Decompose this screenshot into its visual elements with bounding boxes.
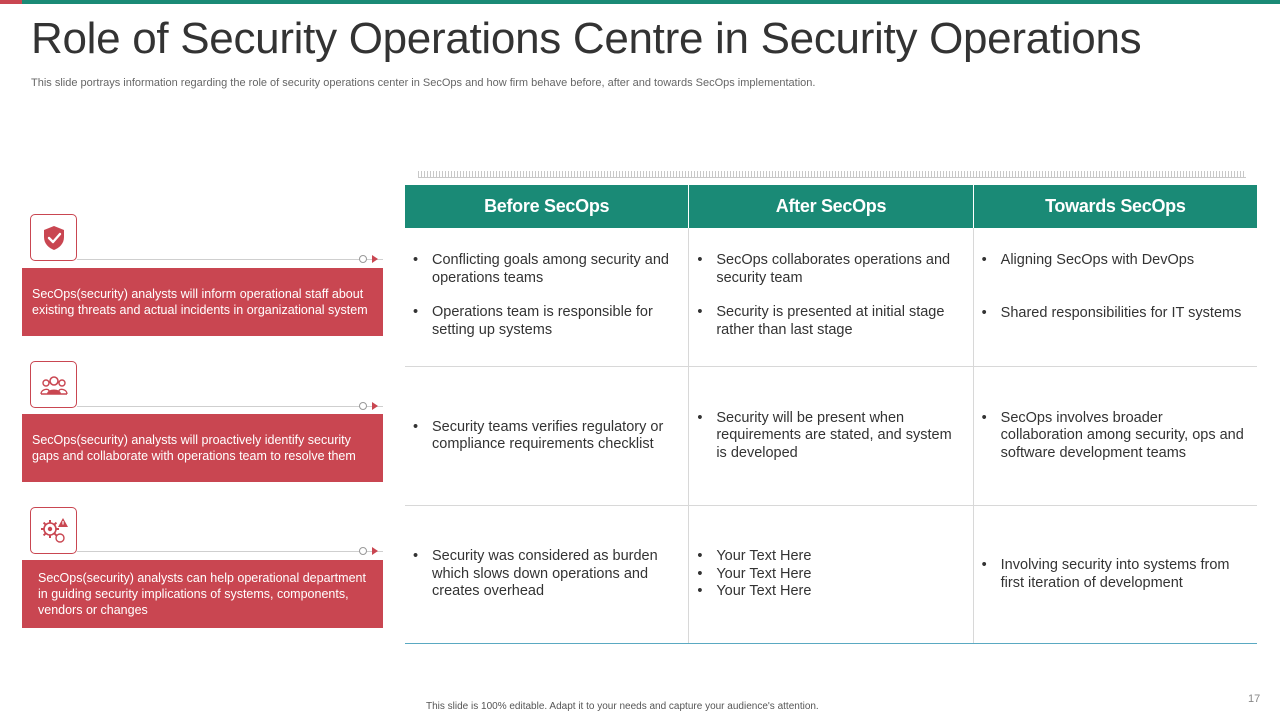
- table-header: [405, 185, 1257, 228]
- bullet-item: • SecOps collaborates operations and security team: [697, 252, 960, 287]
- table-cell: [974, 367, 1257, 505]
- bullet-item: • Your Text Here: [697, 566, 960, 584]
- header-before-secops: Before SecOps: [405, 185, 689, 228]
- connector-arrow-icon: [372, 402, 378, 410]
- decorative-ruler-line: [418, 177, 1246, 178]
- bullet-item: • Conflicting goals among security and operations teams: [413, 252, 676, 287]
- page-title: Role of Security Operations Centre in Security Operations: [31, 14, 1142, 63]
- footer-note: This slide is 100% editable. Adapt it to your needs and capture your audience's attention.: [426, 701, 819, 712]
- top-accent-bar: [0, 0, 1280, 4]
- connector-arrow-icon: [372, 255, 378, 263]
- table-cell: [689, 228, 973, 366]
- bullet-item: • Security will be present when requirements are stated, and system is developed: [697, 410, 960, 463]
- gear-alert-icon: [30, 507, 77, 554]
- table-cell: [689, 506, 973, 643]
- connector-line: [77, 259, 383, 260]
- table-cell: [974, 506, 1257, 643]
- header-after-secops: After SecOps: [689, 185, 973, 228]
- role-item-text: SecOps(security) analysts will inform operational staff about existing threats and actual incidents in organizational system: [22, 268, 383, 336]
- table-cell: [974, 228, 1257, 366]
- bullet-item: • Your Text Here: [697, 583, 960, 601]
- bullet-item: • Shared responsibilities for IT systems: [982, 305, 1245, 323]
- bullet-item: • Security is presented at initial stage rather than last stage: [697, 304, 960, 339]
- table-cell: [405, 367, 689, 505]
- role-item-text: SecOps(security) analysts will proactively identify security gaps and collaborate with operations team to resolve them: [22, 414, 383, 482]
- table-cell: [405, 506, 689, 643]
- connector-line: [77, 406, 383, 407]
- table-cell: [405, 228, 689, 366]
- bullet-item: • SecOps involves broader collaboration among security, ops and software development teams: [982, 410, 1245, 463]
- bullet-item: • Involving security into systems from first iteration of development: [982, 557, 1245, 592]
- team-icon: [30, 361, 77, 408]
- connector-dot: [359, 255, 367, 263]
- bullet-item: • Operations team is responsible for setting up systems: [413, 304, 676, 339]
- connector-dot: [359, 547, 367, 555]
- header-towards-secops: Towards SecOps: [1045, 196, 1186, 216]
- secops-comparison-table: [405, 185, 1257, 644]
- role-item-text: SecOps(security) analysts can help operational department in guiding security implications of systems, components, vendors or changes: [22, 560, 383, 628]
- bullet-item: • Security was considered as burden which slows down operations and creates overhead: [413, 548, 676, 601]
- page-number: 17: [1248, 693, 1261, 705]
- connector-arrow-icon: [372, 547, 378, 555]
- table-row: [405, 506, 1257, 644]
- page-subtitle: This slide portrays information regarding the role of security operations center in SecOps and how firm behave before, after and towards SecOps implementation.: [31, 77, 816, 89]
- table-row: [405, 367, 1257, 506]
- table-row: [405, 228, 1257, 367]
- bullet-item: • Security teams verifies regulatory or compliance requirements checklist: [413, 419, 676, 454]
- bullet-item: • Aligning SecOps with DevOps: [982, 252, 1245, 270]
- bullet-item: • Your Text Here: [697, 548, 960, 566]
- table-cell: [689, 367, 973, 505]
- connector-line: [77, 551, 383, 552]
- connector-dot: [359, 402, 367, 410]
- shield-check-icon: [30, 214, 77, 261]
- top-accent-red: [0, 0, 22, 4]
